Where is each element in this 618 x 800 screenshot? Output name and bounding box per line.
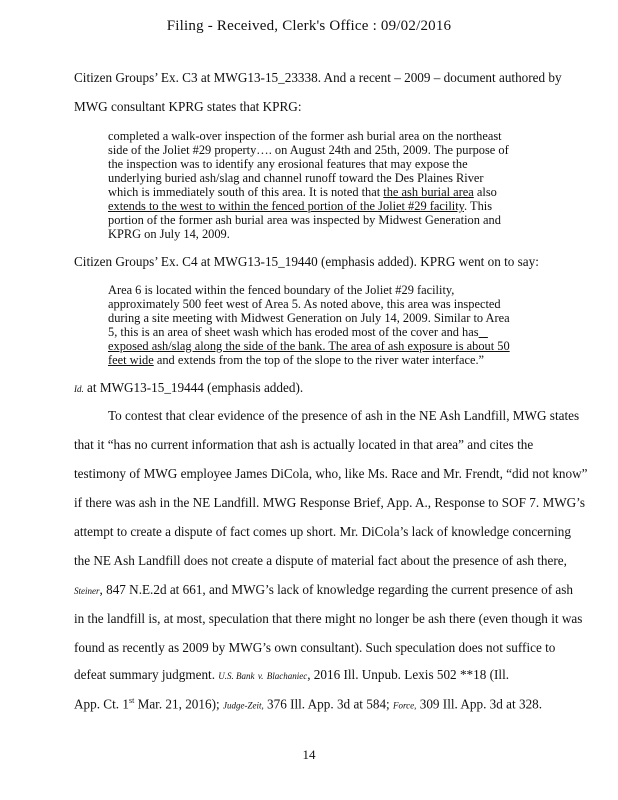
quote-line: [108, 199, 492, 213]
paragraph-line: [74, 380, 303, 396]
underlined-text: the ash burial area: [383, 185, 474, 199]
quote-line: [108, 339, 510, 353]
quote-text: and extends from the top of the slope to the river water interface.”: [153, 353, 485, 367]
quote-text: also: [473, 185, 497, 199]
quote-line: [108, 353, 484, 367]
case-cite: Id.: [74, 384, 84, 394]
quote-line: completed a walk-over inspection of the former ash burial area on the northeast: [108, 129, 502, 143]
body-text: defeat summary judgment.: [74, 667, 219, 682]
body-text: Mar. 21, 2016);: [134, 696, 223, 712]
case-cite: Judge-Zeit,: [222, 700, 264, 711]
body-line: that it “has no current information that ash is actually located in that area” and cites the: [74, 437, 534, 452]
body-text: 309 Ill. App. 3d at 328.: [416, 696, 543, 712]
filing-header: Filing - Received, Clerk's Office : 09/02/2016: [166, 18, 452, 34]
body-line: in the landfill is, at most, speculation that there might no longer be ash there (even though it was: [74, 611, 583, 626]
body-text: , 847 N.E.2d at 661, and MWG’s lack of knowledge regarding the current presence of ash: [99, 582, 574, 597]
quote-text: which is immediately south of this area. It is noted that: [108, 185, 384, 199]
quote-line: [108, 185, 497, 199]
paragraph-line: MWG consultant KPRG states that KPRG:: [74, 99, 302, 114]
underlined-text: feet wide: [108, 353, 154, 367]
quote-line: portion of the former ash burial area was inspected by Midwest Generation and: [108, 213, 501, 227]
body-line: [74, 667, 509, 683]
quote-line: the inspection was to identify any erosional features that may expose the: [108, 157, 468, 171]
paragraph-line: Citizen Groups’ Ex. C3 at MWG13-15_23338. And a recent – 2009 – document authored by: [74, 70, 562, 85]
body-line: found as recently as 2009 by MWG’s own consultant). Such speculation does not suffice to: [74, 640, 556, 655]
case-cite: Blachaniec: [266, 671, 308, 681]
quote-line: underlying buried ash/slag and channel runoff toward the Des Plaines River: [108, 171, 484, 185]
body-text: App. Ct. 1: [74, 696, 129, 712]
case-cite: Steiner: [74, 586, 100, 596]
quote-line: Area 6 is located within the fenced boundary of the Joliet #29 facility,: [108, 283, 455, 297]
quote-text: . This: [464, 199, 493, 213]
underlined-text: extends to the west to within the fenced portion of the Joliet #29 facility: [108, 199, 465, 213]
body-line: testimony of MWG employee James DiCola, who, like Ms. Race and Mr. Frendt, “did not know”: [74, 466, 588, 481]
case-cite: v.: [257, 671, 264, 681]
underlined-text: [479, 325, 488, 339]
quote-text: 5, this is an area of sheet wash which has eroded most of the cover and has: [108, 325, 479, 339]
body-line: if there was ash in the NE Landfill. MWG Response Brief, App. A., Response to SOF 7. MWG’s: [74, 495, 585, 510]
quote-line: during a site meeting with Midwest Generation on July 14, 2009. Similar to Area: [108, 311, 510, 325]
superscript: st: [128, 696, 135, 705]
body-line: attempt to create a dispute of fact comes up short. Mr. DiCola’s lack of knowledge concerning: [74, 524, 571, 539]
quote-line: approximately 500 feet west of Area 5. As noted above, this area was inspected: [108, 297, 501, 311]
body-text: , 2016 Ill. Unpub. Lexis 502 **18 (Ill.: [307, 667, 510, 682]
body-line: [74, 582, 573, 598]
paragraph-line: Citizen Groups’ Ex. C4 at MWG13-15_19440 (emphasis added). KPRG went on to say:: [74, 254, 539, 269]
underlined-text: exposed ash/slag along the side of the bank. The area of ash exposure is about 50: [108, 339, 510, 353]
case-cite: U.S. Bank: [218, 671, 255, 681]
body-line: To contest that clear evidence of the presence of ash in the NE Ash Landfill, MWG states: [108, 408, 580, 423]
quote-line: side of the Joliet #29 property…. on August 24th and 25th, 2009. The purpose of: [108, 143, 509, 157]
body-line: [74, 696, 542, 712]
page-number: 14: [302, 747, 316, 762]
case-cite: Force,: [393, 700, 417, 711]
quote-line: KPRG on July 14, 2009.: [108, 227, 230, 241]
body-text: 376 Ill. App. 3d at 584;: [263, 696, 394, 712]
quote-line: [108, 325, 488, 339]
paragraph-text: at MWG13-15_19444 (emphasis added).: [83, 380, 304, 395]
body-line: the NE Ash Landfill does not create a dispute of material fact about the presence of ash there,: [74, 553, 567, 568]
